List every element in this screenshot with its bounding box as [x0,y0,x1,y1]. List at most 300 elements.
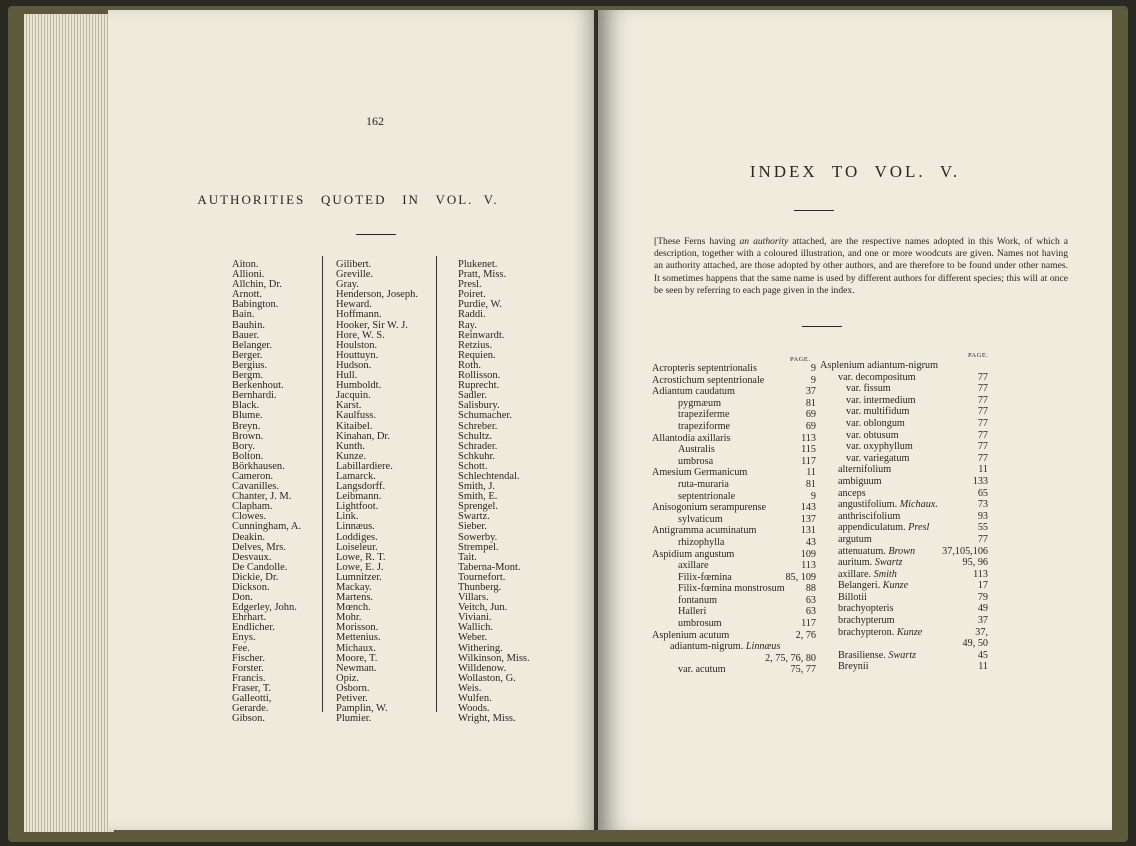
authority-name: Cameron. [232,470,274,482]
authority-name: Martens. [336,592,374,604]
index-page-ref: 63 [805,606,816,618]
authority-name: Linnæus. [336,521,375,533]
index-entry [652,467,816,479]
index-entry [652,572,816,584]
authority-name: Gibson. [232,713,265,725]
index-page-ref [972,360,988,372]
authority-name: Enys. [232,632,256,644]
authority-name: Labillardiere. [336,460,393,472]
index-entry [820,592,988,604]
index-term [678,653,765,665]
authority-name: Mettenius. [336,632,381,644]
authority-name: Willdenow. [458,662,507,674]
index-page-ref: 137 [800,513,816,525]
index-note [654,236,1068,297]
index-entry [820,557,988,569]
authority-name: Schumacher. [458,410,512,422]
authority-name: Bernhardi. [232,390,277,402]
authority-name: Kunze. [336,450,367,462]
authority-name: Sowerby. [458,531,498,543]
note-text: [These Ferns having [654,236,740,247]
note-rule [802,326,842,327]
authority-name: Lumnitzer. [336,571,382,583]
authority-name: Purdie, W. [458,299,503,311]
index-entry [820,603,988,615]
authority-name: Humboldt. [336,380,382,392]
index-entry [652,641,816,653]
index-column-1 [652,363,816,676]
authority-name: Belanger. [232,339,272,351]
index-page-ref: 9 [810,374,816,386]
index-page-ref: 143 [800,502,816,514]
index-entry [820,499,988,511]
authority-name: Clapham. [232,501,273,513]
authority-name: Plukenet. [458,259,498,270]
index-term [838,638,963,650]
authorities-column-3 [458,260,530,724]
index-page-ref: 113 [973,568,988,580]
authority-name: Tait. [458,551,477,563]
index-entry [820,569,988,581]
index-page-ref: 77 [977,441,988,453]
authority-name: Schreber. [458,420,498,432]
column-divider [436,256,437,712]
authority-name: Loddiges. [336,531,378,543]
index-term: var. decompositum [838,371,916,383]
index-term: fontanum [678,594,718,606]
authority-name: Cavanilles. [232,481,279,493]
index-term: adiantum-nigrum. Linnæus [670,641,781,653]
index-page-ref: 113 [801,432,816,444]
index-page-ref: 77 [977,383,988,395]
authority-name: Link. [336,511,359,523]
authority-name: Jacquin. [336,390,371,402]
authority-name: Chanter, J. M. [232,491,292,503]
index-page-ref: 88 [805,583,816,595]
index-entry [820,476,988,488]
index-entry [820,406,988,418]
authority-name: Mœnch. [336,602,371,614]
index-entry [820,441,988,453]
index-entry [652,630,816,642]
authority-name: Delves, Mrs. [232,541,286,553]
authority-name: Loiseleur. [336,541,378,553]
index-entry [652,560,816,572]
index-entry [820,430,988,442]
authority-name: Kinahan, Dr. [336,430,390,442]
page-edges [24,14,114,832]
index-entry [820,522,988,534]
index-entry [820,360,988,372]
authority-name: Bergius. [232,359,268,371]
authority-name: Veitch, Jun. [458,602,508,614]
index-page-ref: 113 [801,560,816,572]
authority-name: Berkenhout. [232,380,284,392]
authority-name: Börkhausen. [232,460,285,472]
index-column-2 [820,360,988,673]
authority-name: Fee. [232,642,250,654]
index-term: axillare. Smith [838,568,897,580]
index-entry [820,453,988,465]
page-column-header: PAGE. [968,352,989,359]
index-term: angustifolium. Michaux. [838,499,938,511]
authority-name: Bolton. [232,450,264,462]
authority-name: Moore, T. [336,652,378,664]
right-page [598,10,1112,830]
index-term: var. oblongum [846,417,905,429]
index-page-ref: 69 [805,409,816,421]
authority-name: Arnott. [232,289,263,301]
authorities-title: AUTHORITIES QUOTED IN VOL. V. [197,192,499,207]
index-page-ref: 37 [977,615,988,627]
authority-name: Cunningham, A. [232,521,302,533]
index-entry [652,595,816,607]
index-page-ref: 11 [978,464,988,476]
index-entry [652,537,816,549]
index-entry [652,363,816,375]
index-page-ref: 93 [977,510,988,522]
authority-name: Hore, W. S. [336,329,385,341]
index-entry [652,491,816,503]
authority-name: Gilibert. [336,259,372,270]
index-term: var. oxyphyllum [846,441,913,453]
index-page-ref: 117 [801,618,816,630]
index-term: Asplenium acutum [652,629,730,641]
index-term: anceps [838,487,866,499]
index-page-ref: 77 [977,417,988,429]
index-page-ref: 77 [977,452,988,464]
index-page-ref: 63 [805,594,816,606]
authority-name: Pratt, Miss. [458,269,507,281]
authority-name: Withering. [458,642,503,654]
authority-name: Gerarde. [232,703,269,715]
index-entry [820,418,988,430]
authority-name: Berger. [232,349,263,361]
index-term: trapeziforme [678,420,731,432]
authority-name: Morisson. [336,622,379,634]
authority-name: Swartz. [458,511,490,523]
index-term: Breynii [838,661,869,673]
title-rule [794,210,834,211]
title-rule [356,234,396,235]
index-entry [820,383,988,395]
authority-name: Plumier. [336,713,372,725]
authority-name: Ray. [458,319,477,331]
index-page-ref: 75, 77 [790,664,816,676]
index-page-ref: 11 [978,661,988,673]
authority-name: Lightfoot. [336,501,379,513]
index-page-ref: 17 [977,580,988,592]
index-term: auritum. Swartz [838,557,903,569]
authority-name: Requien. [458,349,496,361]
authority-name: Wulfen. [458,693,492,705]
authority-name: Tournefort. [458,571,506,583]
authority-name: Kaulfuss. [336,410,376,422]
page-number: 162 [366,114,384,128]
index-page-ref: 49, 50 [962,638,988,650]
authority-name: Gray. [336,279,359,291]
authority-name: Houttuyn. [336,349,379,361]
column-divider [322,256,323,712]
authority-name: Brown. [232,430,264,442]
authority-name: Breyn. [232,420,261,432]
authority-name: Thunberg. [458,582,502,593]
index-term: var. intermedium [846,394,916,406]
authority-name: Allchin, Dr. [232,279,282,291]
index-term: Anisogonium serampurense [652,502,767,514]
index-entry [820,661,988,673]
index-term: umbrosum [678,618,722,630]
authority-name: Lowe, E. J. [336,561,384,573]
authorities-column-1 [232,260,301,724]
index-term: brachypterum [838,615,895,627]
authority-name: Weber. [458,632,488,644]
authority-name: Rollisson. [458,370,501,382]
index-term: var. variegatum [846,452,910,464]
authorities-column-2 [336,260,418,724]
authority-name: Opiz. [336,672,360,684]
authority-name: Raddi. [458,309,486,321]
authority-name: Hoffmann. [336,309,382,321]
authority-name: Michaux. [336,642,376,654]
index-term: ambiguum [838,475,882,487]
index-page-ref: 77 [977,371,988,383]
index-entry [652,525,816,537]
index-page-ref: 43 [805,536,816,548]
index-entry [652,433,816,445]
authority-name: Presl. [458,279,482,291]
index-entry [820,615,988,627]
index-entry [820,627,988,639]
index-term: var. multifidum [846,406,910,418]
note-text: attached, are the respective names adopted in this Work, of which a description, together with a coloured illustration, and one or more woodcuts are given. Names not having an authority attached, are those adopted by other authors, and are therefore to be found under other names. It sometimes happens that the same name is used by different authors for different species; this will at once be seen by referring to each page given in the index. [654,236,1068,296]
authority-name: Bauhin. [232,319,265,331]
authority-name: Forster. [232,662,264,674]
index-page-ref: 77 [977,533,988,545]
index-term: Australis [678,444,715,456]
note-emphasis: an authority [739,236,789,247]
authority-name: Viviani. [458,612,492,624]
index-term: anthriscifolium [838,510,901,522]
authority-name: Schlechtendal. [458,470,520,482]
authority-name: Deakin. [232,531,265,543]
authority-name: Bauer. [232,329,260,341]
authority-name: Ruprecht. [458,380,500,392]
index-term: argutum [838,533,872,545]
index-entry [652,618,816,630]
index-term: Asplenium adiantum-nigrum [820,360,938,371]
index-page-ref: 133 [972,475,988,487]
index-entry [652,479,816,491]
index-entry [652,409,816,421]
index-page-ref: 77 [977,429,988,441]
authority-name: Hooker, Sir W. J. [336,319,408,331]
index-term: Halleri [678,606,707,618]
authority-name: Schultz. [458,430,493,442]
index-page-ref: 2, 76 [795,629,816,641]
authority-name: Babington. [232,299,279,311]
index-term: Acrostichum septentrionale [652,374,765,386]
authority-name: Wright, Miss. [458,713,516,725]
index-entry [652,502,816,514]
index-term: attenuatum. Brown [838,545,916,557]
index-term: Filix-fœmina monstrosum [678,583,785,595]
index-entry [652,444,816,456]
authority-name: Taberna-Mont. [458,561,521,573]
index-page-ref: 9 [810,490,816,502]
authority-name: Salisbury. [458,400,500,412]
authority-name: Retzius. [458,339,493,351]
authority-name: Wilkinson, Miss. [458,652,530,664]
authority-name: Wollaston, G. [458,672,516,684]
authority-name: Newman. [336,662,377,674]
authority-name: Strempel. [458,541,499,553]
index-term: septentrionale [678,490,736,502]
index-term: Adiantum caudatum [652,386,735,398]
index-entry [652,456,816,468]
index-entry [820,580,988,592]
index-page-ref: 9 [810,363,816,374]
index-entry [820,395,988,407]
index-entry [652,653,816,665]
authority-name: Black. [232,400,260,412]
authority-name: Kunth. [336,440,365,452]
index-entry [820,650,988,662]
index-term: brachypteron. Kunze [838,626,923,638]
authority-name: Endlicher. [232,622,275,634]
index-page-ref: 45 [977,649,988,661]
index-page-ref: 85, 109 [785,571,816,583]
index-page-ref: 37 [805,386,816,398]
index-term: trapeziferme [678,409,730,421]
index-entry [820,546,988,558]
index-page-ref: 117 [801,455,816,467]
authority-name: Lamarck. [336,470,376,482]
authority-name: Osborn. [336,682,370,694]
index-page-ref: 37, [975,626,988,638]
index-page-ref: 115 [801,444,816,456]
index-page-ref: 131 [800,525,816,537]
index-term: Aspidium angustum [652,548,735,560]
index-term: rhizophylla [678,536,725,548]
authority-name: Villars. [458,592,489,604]
authority-name: Houlston. [336,339,378,351]
authority-name: Smith, E. [458,491,498,503]
index-term: alternifolium [838,464,892,476]
authority-name: Bory. [232,440,255,452]
index-page-ref: 55 [977,522,988,534]
index-term: var. obtusum [846,429,899,441]
index-term: pygmæum [678,397,722,409]
authority-name: Galleotti, [232,693,272,705]
authority-name: Sprengel. [458,501,498,513]
index-entry [820,372,988,384]
authority-name: Langsdorff. [336,481,386,493]
authority-name: Hull. [336,370,358,382]
index-term: brachyopteris [838,603,894,615]
index-term: Brasiliense. Swartz [838,649,917,661]
authority-name: Dickie, Dr. [232,571,279,583]
index-entry [652,386,816,398]
index-entry [652,664,816,676]
authority-name: De Candolle. [232,561,288,573]
index-page-ref: 49 [977,603,988,615]
index-entry [652,375,816,387]
authority-name: Schott. [458,460,488,472]
index-page-ref: 95, 96 [962,557,988,569]
index-page-ref: 37,105,106 [942,545,988,557]
index-term: Antigramma acuminatum [652,525,757,537]
authority-name: Reinwardt. [458,329,505,341]
authority-name: Weis. [458,682,482,694]
authority-name: Fischer. [232,652,265,664]
index-entry [820,464,988,476]
authority-name: Francis. [232,672,266,684]
index-term: Filix-fœmina [678,571,732,583]
authority-name: Lowe, R. T. [336,551,386,563]
index-page-ref [800,641,816,653]
authority-name: Aiton. [232,259,259,270]
authority-name: Mackay. [336,582,372,593]
index-entry [652,583,816,595]
authority-name: Mohr. [336,612,362,624]
authority-name: Desvaux. [232,551,272,563]
index-page-ref: 81 [805,397,816,409]
authority-name: Kitaibel. [336,420,373,432]
authority-name: Poiret. [458,289,486,301]
authority-name: Smith, J. [458,481,496,493]
index-term: Acropteris septentrionalis [652,363,757,374]
index-entry [820,488,988,500]
index-entry [820,638,988,650]
authority-name: Pamplin, W. [336,703,388,715]
index-term: Amesium Germanicum [652,467,748,479]
authority-name: Blume. [232,410,263,422]
page-column-header: PAGE. [790,356,811,363]
index-term: Allantodia axillaris [652,432,731,444]
authority-name: Allioni. [232,269,265,281]
authority-name: Don. [232,592,253,604]
index-page-ref: 81 [805,478,816,490]
authority-name: Roth. [458,359,482,371]
authority-name: Karst. [336,400,362,412]
index-page-ref: 2, 75, 76, 80 [765,652,816,664]
index-page-ref: 69 [805,420,816,432]
index-page-ref: 77 [977,394,988,406]
index-term: var. fissum [846,383,891,395]
authority-name: Woods. [458,703,490,715]
index-page-ref: 79 [977,591,988,603]
index-term: umbrosa [678,455,714,467]
index-entry [820,534,988,546]
authority-name: Sieber. [458,521,487,533]
index-entry [652,606,816,618]
index-page-ref: 65 [977,487,988,499]
index-title: INDEX TO VOL. V. [749,162,961,181]
index-term: sylvaticum [678,513,723,525]
index-term: var. acutum [678,664,726,676]
index-entry [652,398,816,410]
index-term: ruta-muraria [678,478,729,490]
index-page-ref: 77 [977,406,988,418]
left-page [108,10,598,830]
authority-name: Henderson, Joseph. [336,289,418,301]
index-entry [652,549,816,561]
authority-name: Sadler. [458,390,487,402]
authority-name: Leibmann. [336,491,382,503]
authority-name: Edgerley, John. [232,602,297,614]
index-entry [820,511,988,523]
